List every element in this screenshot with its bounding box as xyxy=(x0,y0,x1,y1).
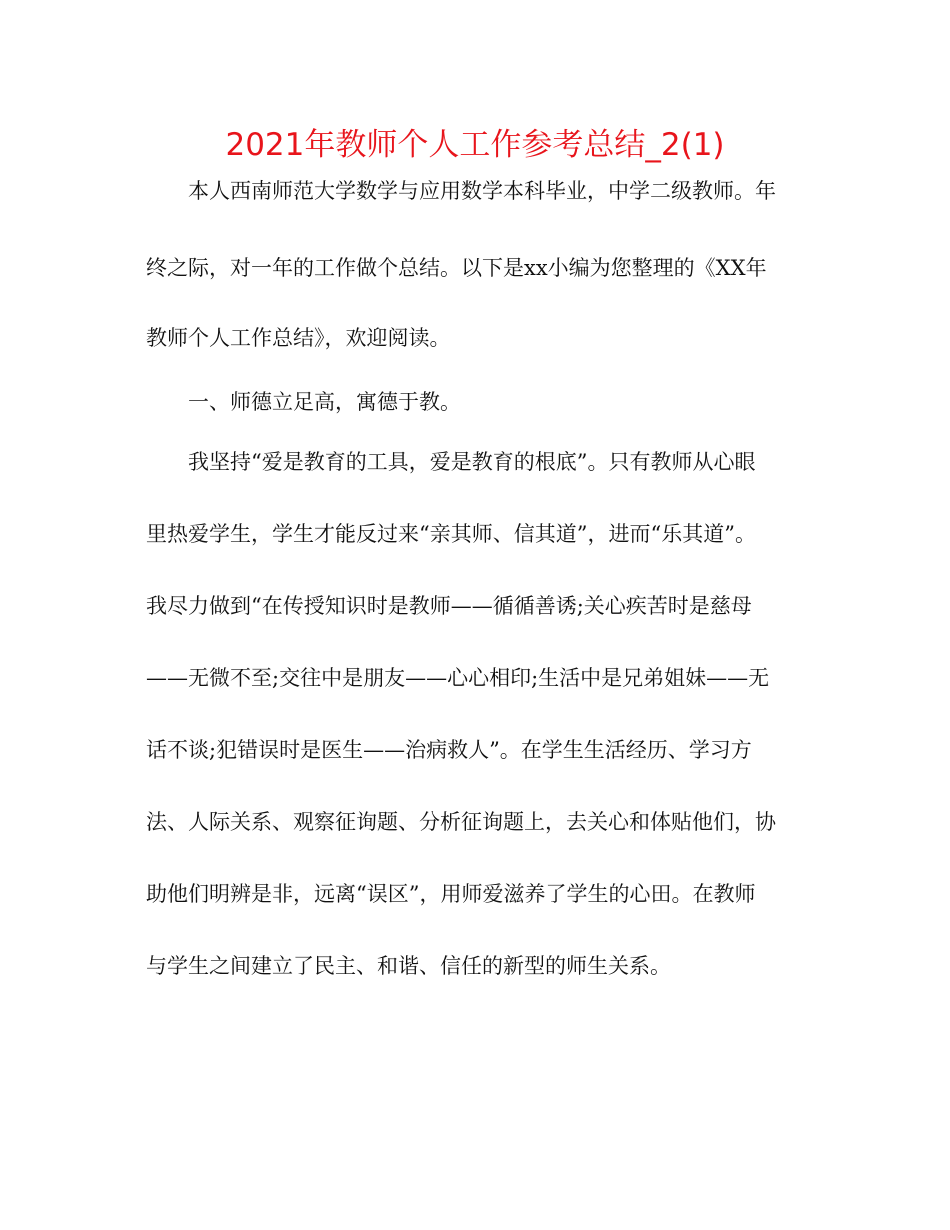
paragraph-line: 终之际，对一年的工作做个总结。以下是xx小编为您整理的《XX年 xyxy=(146,256,767,280)
section-heading: 一、师德立足高，寓德于教。 xyxy=(188,390,461,414)
paragraph-line: 与学生之间建立了民主、和谐、信任的新型的师生关系。 xyxy=(146,954,671,978)
document-title: 2021年教师个人工作参考总结_2(1) xyxy=(225,127,725,163)
paragraph-line: 里热爱学生，学生才能反过来“亲其师、信其道”，进而“乐其道”。 xyxy=(146,522,756,546)
paragraph-line: ——无微不至;交往中是朋友——心心相印;生活中是兄弟姐妹——无 xyxy=(146,666,770,690)
paragraph-line: 法、人际关系、观察征询题、分析征询题上，去关心和体贴他们，协 xyxy=(146,810,776,834)
paragraph-line: 话不谈;犯错误时是医生——治病救人”。在学生生活经历、学习方 xyxy=(146,738,752,762)
paragraph-line: 教师个人工作总结》，欢迎阅读。 xyxy=(146,326,451,350)
paragraph-line: 本人西南师范大学数学与应用数学本科毕业，中学二级教师。年 xyxy=(188,179,776,203)
paragraph-line: 我坚持“爱是教育的工具，爱是教育的根底”。只有教师从心眼 xyxy=(188,450,756,474)
paragraph-line: 我尽力做到“在传授知识时是教师——循循善诱;关心疾苦时是慈母 xyxy=(146,594,752,618)
paragraph-line: 助他们明辨是非，远离“误区”，用师爱滋养了学生的心田。在教师 xyxy=(146,882,756,906)
